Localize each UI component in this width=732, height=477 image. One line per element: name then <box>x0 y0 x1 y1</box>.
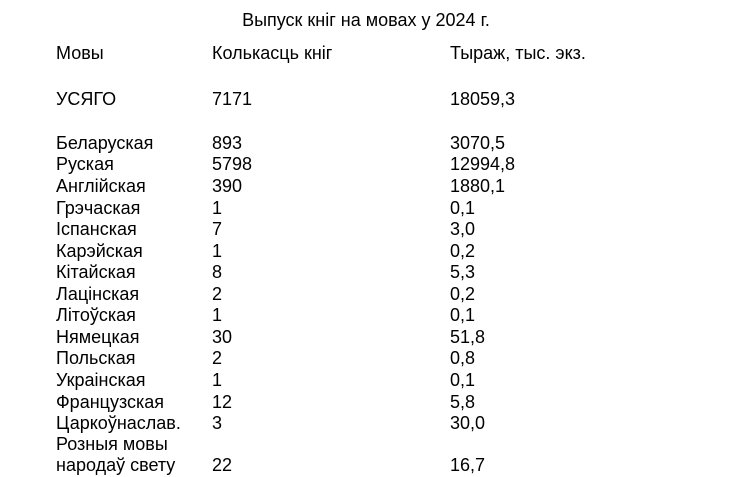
circulation-cell: 3070,5 <box>450 133 506 153</box>
column-header-circulation: Тыраж, тыс. экз. <box>450 43 586 63</box>
books-cell: 1 <box>212 241 223 261</box>
table-row <box>0 153 732 175</box>
circulation-cell: 0,1 <box>450 198 476 218</box>
circulation-cell: 12994,8 <box>450 154 516 174</box>
language-cell: Царкоўнаслав. <box>56 413 181 433</box>
books-cell: 2 <box>212 284 223 304</box>
table-row <box>0 240 732 262</box>
circulation-cell: 0,8 <box>450 348 476 368</box>
circulation-cell: 5,8 <box>450 392 476 412</box>
table-row <box>0 391 732 413</box>
total-circulation-cell: 18059,3 <box>450 89 516 109</box>
table-row <box>0 261 732 283</box>
language-cell: Французская <box>56 392 165 412</box>
table-row <box>0 304 732 326</box>
circulation-cell: 0,1 <box>450 370 476 390</box>
books-cell: 1 <box>212 305 223 325</box>
circulation-cell: 3,0 <box>450 219 476 239</box>
books-cell: 8 <box>212 262 223 282</box>
column-header-language: Мовы <box>56 43 104 63</box>
language-cell: народаў свету <box>56 455 176 475</box>
table-row <box>0 454 732 476</box>
books-cell: 22 <box>212 455 233 475</box>
books-cell: 1 <box>212 198 223 218</box>
table-row <box>0 197 732 219</box>
language-cell: Нямецкая <box>56 327 140 347</box>
books-cell: 30 <box>212 327 233 347</box>
total-books-cell: 7171 <box>212 89 253 109</box>
language-cell: Лацінская <box>56 284 140 304</box>
table-row <box>0 412 732 434</box>
column-header-books: Колькасць кніг <box>212 43 333 63</box>
language-cell: Руская <box>56 154 114 174</box>
circulation-cell: 16,7 <box>450 455 486 475</box>
table-row <box>0 326 732 348</box>
language-cell: Беларуская <box>56 133 154 153</box>
table-row <box>0 132 732 154</box>
books-cell: 1 <box>212 370 223 390</box>
books-cell: 893 <box>212 133 243 153</box>
circulation-cell: 5,3 <box>450 262 476 282</box>
language-cell: Польская <box>56 348 136 368</box>
table-row <box>0 347 732 369</box>
page-title: Выпуск кніг на мовах у 2024 г. <box>242 10 490 30</box>
circulation-cell: 0,2 <box>450 284 476 304</box>
language-cell: Іспанская <box>56 219 137 239</box>
books-cell: 390 <box>212 176 243 196</box>
circulation-cell: 30,0 <box>450 413 486 433</box>
table-row <box>0 283 732 305</box>
circulation-cell: 0,2 <box>450 241 476 261</box>
circulation-cell: 0,1 <box>450 305 476 325</box>
books-cell: 2 <box>212 348 223 368</box>
table-row <box>0 218 732 240</box>
language-cell: Розныя мовы <box>56 434 168 454</box>
books-cell: 12 <box>212 392 233 412</box>
language-cell: Украінская <box>56 370 146 390</box>
table-row <box>0 369 732 391</box>
total-language-cell: УСЯГО <box>56 89 117 109</box>
total-row <box>0 88 732 110</box>
circulation-cell: 1880,1 <box>450 176 506 196</box>
books-cell: 5798 <box>212 154 253 174</box>
language-cell: Карэйская <box>56 241 143 261</box>
circulation-cell: 51,8 <box>450 327 486 347</box>
language-cell: Літоўская <box>56 305 136 325</box>
language-cell: Грэчаская <box>56 198 141 218</box>
table-row <box>0 175 732 197</box>
language-cell: Англійская <box>56 176 146 196</box>
language-cell: Кітайская <box>56 262 136 282</box>
books-cell: 7 <box>212 219 223 239</box>
table-row <box>0 433 732 455</box>
books-cell: 3 <box>212 413 223 433</box>
